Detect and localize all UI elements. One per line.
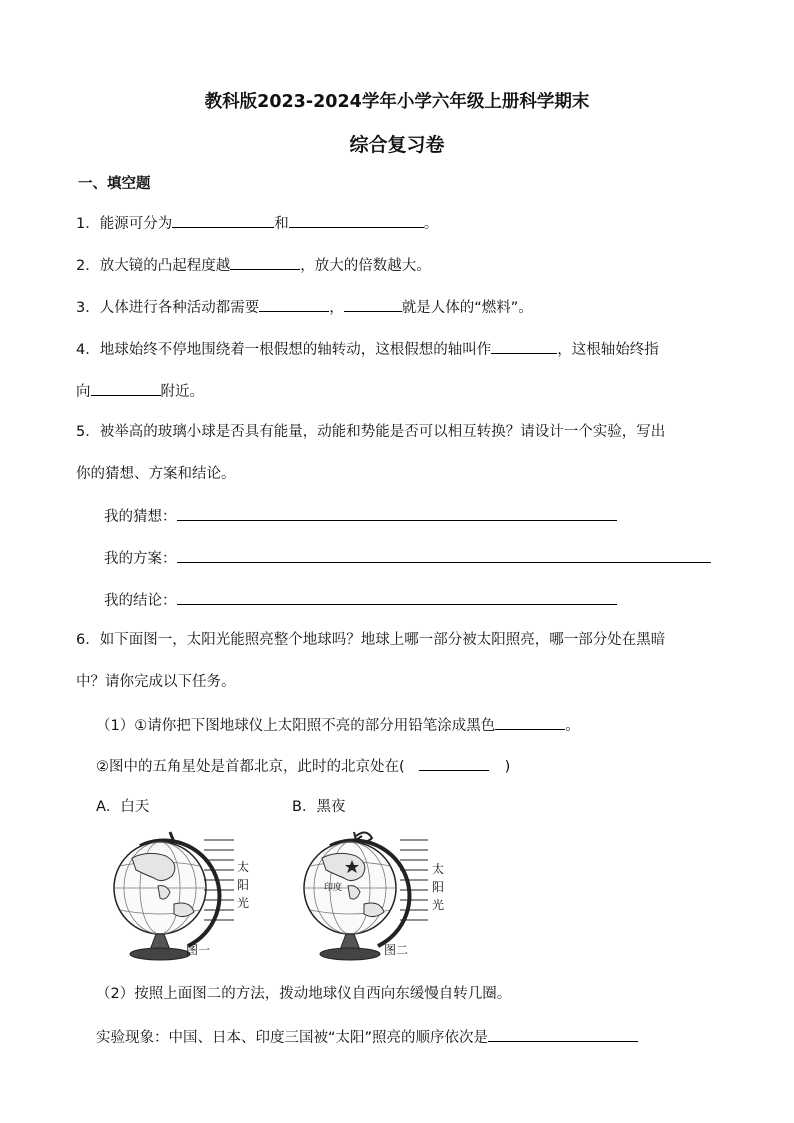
sun-label-char: 太: [237, 860, 250, 874]
conclusion-row: [104, 589, 617, 611]
guess-label: 我的猜想：: [104, 509, 177, 525]
question-text: 能源可分为: [99, 216, 173, 232]
question-text: 地球始终不停地围绕着一根假想的轴转动，这根假想的轴叫作: [99, 342, 492, 358]
title-line-2: 综合复习卷: [349, 134, 445, 156]
question-text: 向: [76, 384, 91, 400]
sub-question-2: （2）按照上面图二的方法，拨动地球仪自西向东缓慢自转几圈。: [96, 986, 512, 1002]
option-b[interactable]: B．黑夜: [292, 799, 346, 815]
question-1: [76, 212, 438, 234]
question-6-line-2: 中？请你完成以下任务。: [76, 674, 236, 690]
answer-blank[interactable]: [491, 338, 557, 354]
map-label: 印度: [324, 883, 343, 893]
answer-blank[interactable]: [344, 296, 402, 312]
question-text: 人体进行各种活动都需要: [99, 300, 260, 316]
question-6-line-1: [76, 630, 665, 650]
answer-blank[interactable]: [289, 212, 424, 228]
plan-answer-line[interactable]: [177, 547, 711, 563]
question-3: [76, 296, 533, 318]
question-text: 附近。: [160, 384, 204, 400]
title-line-1: 教科版2023-2024学年小学六年级上册科学期末: [204, 92, 590, 112]
guess-row: [104, 505, 617, 527]
section-heading: 一、填空题: [78, 176, 151, 192]
conclusion-answer-line[interactable]: [177, 589, 617, 605]
answer-blank[interactable]: [230, 254, 300, 270]
figure-1: [110, 828, 282, 970]
question-text: （1）①请你把下图地球仪上太阳照不亮的部分用铅笔涂成黑色: [96, 718, 496, 734]
sun-label-char: 太: [432, 862, 445, 876]
question-text: ，放大的倍数越大。: [300, 258, 431, 274]
sun-label-char: 光: [237, 896, 250, 910]
question-4-line-2: [76, 380, 204, 402]
conclusion-label: 我的结论：: [104, 593, 177, 609]
answer-blank[interactable]: [259, 296, 329, 312]
sub-question-1-2: [96, 755, 510, 777]
question-5-line-2: 你的猜想、方案和结论。: [76, 466, 236, 482]
question-text: 。: [565, 718, 580, 734]
question-4-line-1: [76, 338, 659, 360]
question-text: ): [504, 759, 511, 775]
question-text: 放大镜的凸起程度越: [99, 258, 231, 274]
figure-caption: 图二: [384, 943, 409, 957]
guess-answer-line[interactable]: [177, 505, 617, 521]
phenomenon-row: [96, 1026, 638, 1048]
option-a[interactable]: A．白天: [96, 799, 150, 815]
question-text: 和: [274, 216, 289, 232]
question-number: 3．: [76, 300, 100, 316]
sub-question-1: [96, 714, 580, 736]
plan-label: 我的方案：: [104, 551, 177, 567]
figure-2: [300, 828, 472, 970]
sun-label-char: 光: [432, 898, 445, 912]
question-text: ，这根轴始终指: [557, 342, 659, 358]
question-text: 。: [423, 216, 439, 232]
question-number: 1．: [76, 216, 100, 232]
sun-label-char: 阳: [237, 878, 250, 892]
answer-blank[interactable]: [91, 380, 161, 396]
question-text: 被举高的玻璃小球是否具有能量，动能和势能是否可以相互转换？请设计一个实验，写出: [99, 424, 666, 440]
question-number: 5．: [76, 424, 100, 440]
answer-blank[interactable]: [488, 1026, 638, 1042]
question-5-line-1: [76, 422, 665, 442]
question-text: 如下面图一，太阳光能照亮整个地球吗？地球上哪一部分被太阳照亮，哪一部分处在黑暗: [99, 632, 666, 648]
question-text: 就是人体的“燃料”。: [401, 300, 533, 316]
figure-caption: 图一: [186, 943, 211, 957]
plan-row: [104, 547, 711, 569]
question-text: ，: [329, 300, 344, 316]
answer-blank[interactable]: [419, 755, 489, 771]
phenomenon-text: 实验现象：中国、日本、印度三国被“太阳”照亮的顺序依次是: [96, 1030, 489, 1046]
sun-label-char: 阳: [432, 880, 445, 894]
question-text: ②图中的五角星处是首都北京，此时的北京处在(: [96, 759, 405, 775]
question-2: [76, 254, 431, 276]
answer-blank[interactable]: [495, 714, 565, 730]
answer-blank[interactable]: [172, 212, 274, 228]
question-number: 6．: [76, 632, 100, 648]
question-number: 2．: [76, 258, 100, 274]
question-number: 4．: [76, 342, 100, 358]
